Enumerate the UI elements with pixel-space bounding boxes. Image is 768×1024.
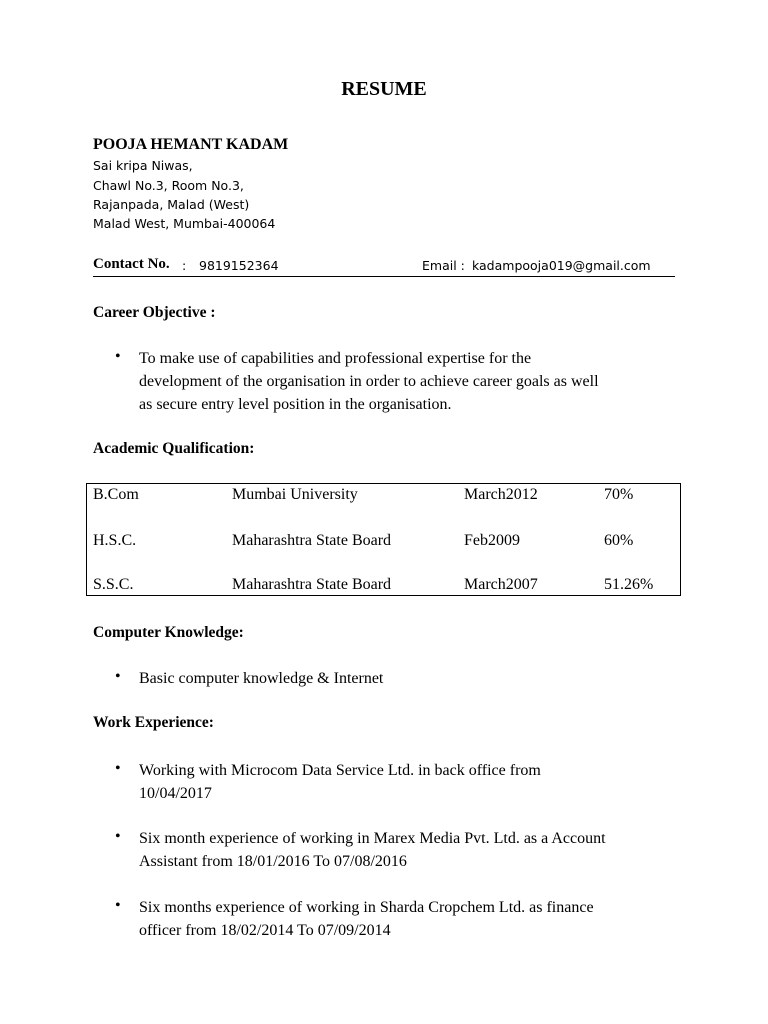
qualification-table (86, 483, 681, 596)
qualification-board: Maharashtra State Board (232, 576, 392, 593)
qualification-date: March2012 (464, 486, 538, 503)
address-line: Chawl No.3, Room No.3, (93, 178, 244, 193)
work-experience-heading: Work Experience: (93, 714, 214, 731)
bullet-icon: • (115, 348, 121, 365)
address-line: Malad West, Mumbai-400064 (93, 216, 276, 231)
academic-qualification-heading: Academic Qualification: (93, 440, 255, 457)
computer-item: Basic computer knowledge & Internet (139, 670, 384, 687)
qualification-date: March2007 (464, 576, 538, 593)
work-item-line: Six months experience of working in Sharda Cropchem Ltd. as finance (139, 899, 594, 916)
qualification-degree: S.S.C. (93, 576, 134, 593)
computer-knowledge-heading: Computer Knowledge: (93, 624, 244, 641)
email-label: Email : (422, 258, 465, 273)
work-item-line: Assistant from 18/01/2016 To 07/08/2016 (139, 853, 407, 870)
work-item-line: 10/04/2017 (139, 785, 212, 802)
bullet-icon: • (115, 897, 121, 914)
address-line: Rajanpada, Malad (West) (93, 197, 250, 212)
objective-line: development of the organisation in order to achieve career goals as well (139, 373, 599, 390)
qualification-date: Feb2009 (464, 532, 520, 549)
resume-title: RESUME (341, 78, 427, 100)
candidate-name: POOJA HEMANT KADAM (93, 136, 289, 153)
address-line: Sai kripa Niwas, (93, 158, 193, 173)
contact-phone: 9819152364 (199, 258, 279, 273)
contact-colon: : (182, 258, 187, 273)
qualification-board: Mumbai University (232, 486, 358, 503)
qualification-degree: B.Com (93, 486, 139, 503)
contact-label: Contact No. (93, 256, 170, 272)
work-item-line: Six month experience of working in Marex Media Pvt. Ltd. as a Account (139, 830, 606, 847)
bullet-icon: • (115, 760, 121, 777)
qualification-percent: 51.26% (604, 576, 654, 593)
qualification-board: Maharashtra State Board (232, 532, 392, 549)
qualification-degree: H.S.C. (93, 532, 137, 549)
bullet-icon: • (115, 828, 121, 845)
contact-row (93, 256, 675, 277)
objective-line: as secure entry level position in the organisation. (139, 396, 452, 413)
bullet-icon: • (115, 668, 121, 685)
career-objective-heading: Career Objective : (93, 304, 216, 321)
email-address: kadampooja019@gmail.com (472, 258, 651, 273)
work-item-line: Working with Microcom Data Service Ltd. in back office from (139, 762, 541, 779)
work-item-line: officer from 18/02/2014 To 07/09/2014 (139, 922, 391, 939)
qualification-percent: 60% (604, 532, 634, 549)
qualification-percent: 70% (604, 486, 634, 503)
objective-line: To make use of capabilities and professional expertise for the (139, 350, 532, 367)
